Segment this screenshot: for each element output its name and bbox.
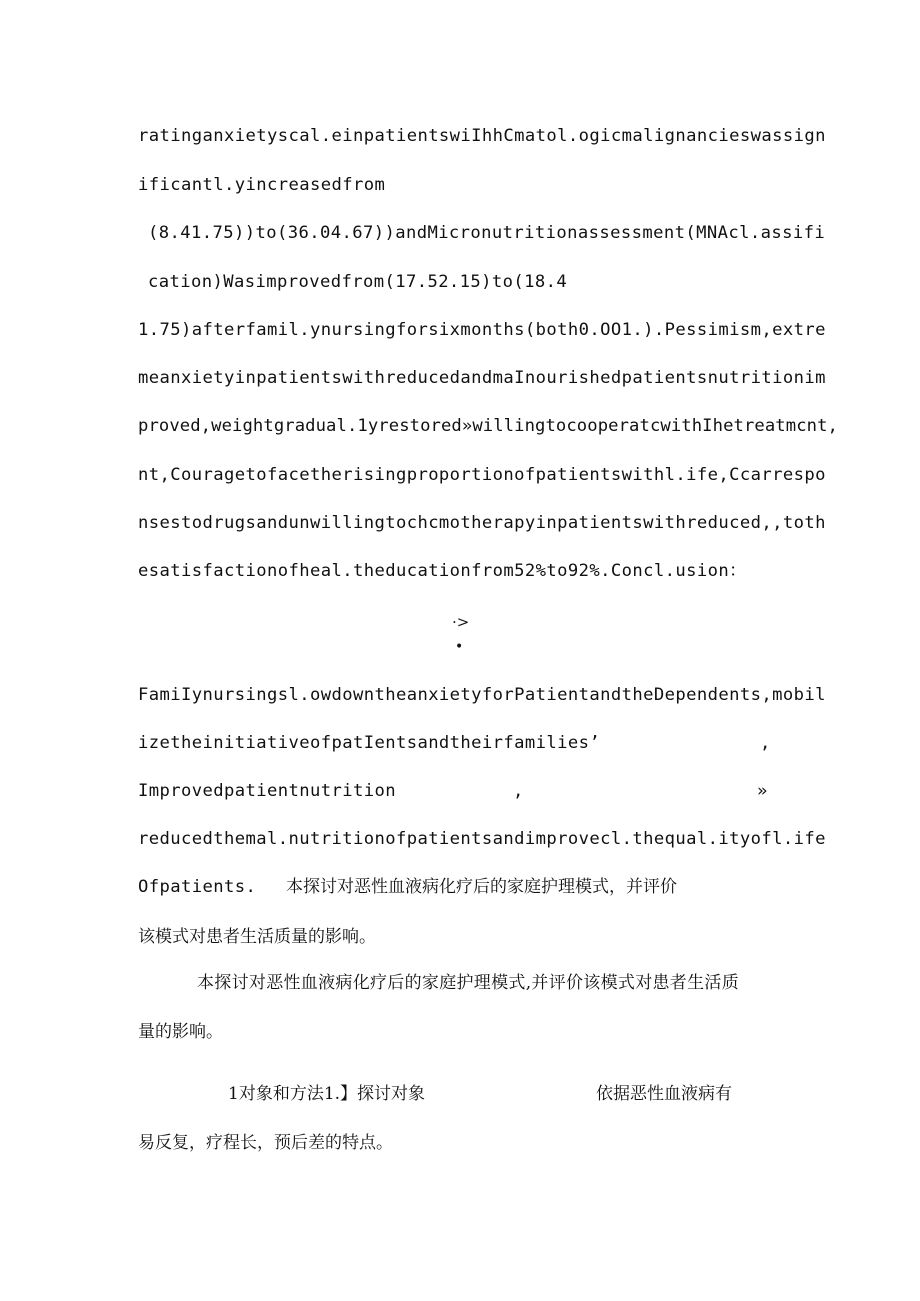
conclusion-line-2: izetheinitiativeofpatIentsandtheirfamilies’ — [138, 733, 601, 753]
conclusion-comma-2: , — [513, 781, 524, 801]
abstract-line-8: nt,Couragetofacetherisingproportionofpatientswithl.ife,Ccarrespo — [138, 465, 826, 485]
conclusion-line-1: FamiIynursingsl.owdowntheanxietyforPatientandtheDependents,mobil — [138, 685, 826, 705]
abstract-line-2: ificantl.yincreasedfrom — [138, 175, 386, 195]
abstract-line-9: nsestodrugsandunwillingtochcmotherapyinpatientswithreduced,,toth — [138, 513, 826, 533]
conclusion-comma-1: , — [760, 733, 771, 753]
conclusion-line-5: Ofpatients. — [138, 877, 257, 897]
intro-inline-cn: 本探讨对恶性血液病化疗后的家庭护理模式，并评价 — [286, 877, 677, 897]
section-heading: 1对象和方法1.】探讨对象 — [228, 1084, 426, 1104]
abstract-line-4: cation)Wasimprovedfrom(17.52.15)to(18.4 — [148, 272, 568, 292]
conclusion-line-3: Improvedpatientnutrition — [138, 781, 396, 801]
conclusion-guillemet: » — [757, 781, 768, 801]
section-line-2: 易反复，疗程长，预后差的特点。 — [138, 1133, 393, 1153]
intro-inline-cn-2: 该模式对患者生活质量的影响。 — [138, 927, 376, 947]
abstract-line-5: 1.75)afterfamil.ynursingforsixmonths(both0.OO1.).Pessimism,extre — [138, 320, 826, 340]
abstract-line-10: esatisfactionofheal.theducationfrom52%to92%.Concl.usion： — [138, 561, 747, 581]
abstract-line-1: ratinganxietyscal.einpatientswiIhhCmatol.ogicmalignancieswassign — [138, 126, 826, 146]
mark-arrow: ·> — [452, 613, 470, 631]
conclusion-line-4: reducedthemal.nutritionofpatientsandimprovecl.thequal.ityofl.ife — [138, 829, 826, 849]
abstract-line-6: meanxietyinpatientswithreducedandmaInourishedpatientsnutritionim — [138, 368, 826, 388]
abstract-line-3: (8.41.75))to(36.04.67))andMicronutritionassessment(MNAcl.assifi — [148, 223, 826, 243]
section-heading-right: 依据恶性血液病有 — [596, 1084, 732, 1104]
paragraph-1-line-1: 本探讨对恶性血液病化疗后的家庭护理模式,并评价该模式对患者生活质 — [197, 973, 740, 993]
paragraph-1-line-2: 量的影响。 — [138, 1022, 223, 1042]
abstract-line-7: proved,weightgradual.1yrestored»willingtocooperatcwithIhetreatmcnt, — [138, 416, 838, 436]
mark-bullet: • — [455, 639, 464, 655]
